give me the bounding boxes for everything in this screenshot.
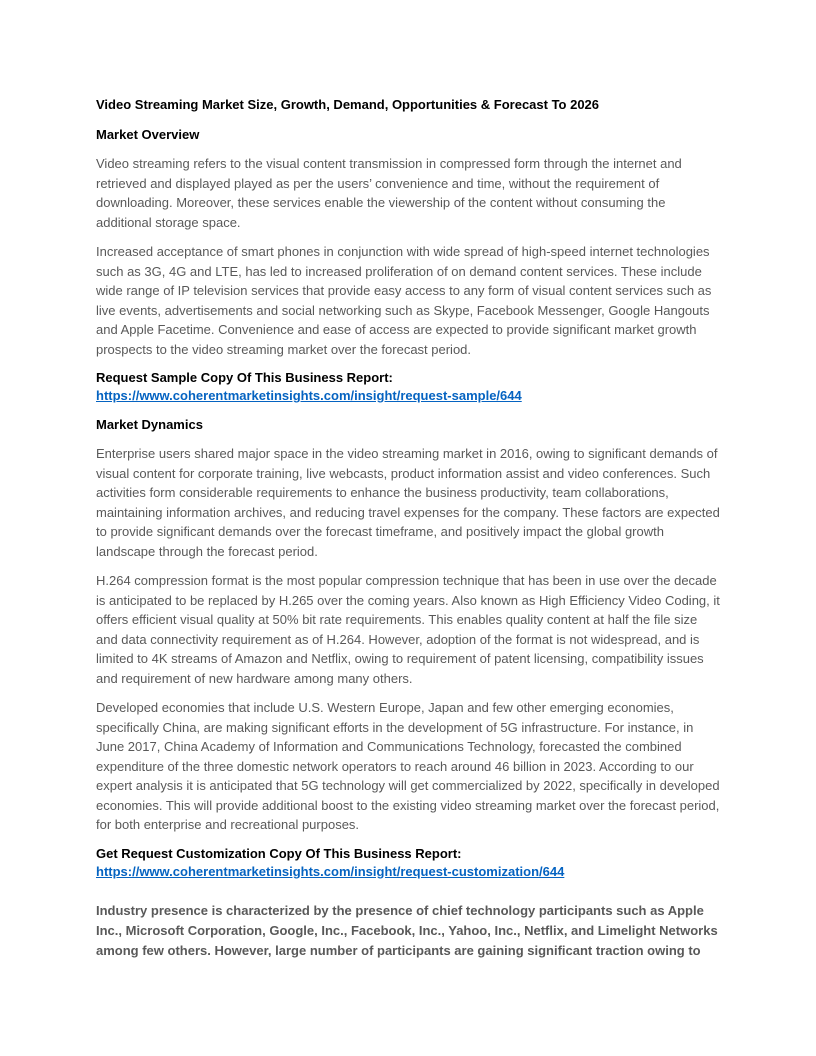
customization-request-link[interactable]: https://www.coherentmarketinsights.com/insight/request-customization/644 [96, 863, 565, 879]
dynamics-paragraph-2: H.264 compression format is the most popular compression technique that has been in use over the decade is anticipated to be replaced by H.265 over the coming years. Also known as High Efficiency Video Coding, it offers efficient visual quality at 50% bit rate requirements. This enables quality content at half the file size and data connectivity requirement as of H.264. However, adoption of the format is not widespread, and is limited to 4K streams of Amazon and Netflix, owing to requirement of patent licensing, compatibility issues and requirement of new hardware among many others. [96, 573, 720, 686]
market-dynamics-heading: Market Dynamics [96, 417, 203, 432]
customization-request-block [96, 845, 720, 881]
sample-request-link[interactable]: https://www.coherentmarketinsights.com/insight/request-sample/644 [96, 388, 522, 403]
overview-paragraph-1: Video streaming refers to the visual content transmission in compressed form through the internet and retrieved and displayed played as per the users’ convenience and time, without the requirement of downloading. Moreover, these services enable the viewership of the content without consuming the additional storage space. [96, 156, 682, 230]
customization-request-label: Get Request Customization Copy Of This Business Report: [96, 845, 462, 861]
sample-request-label: Request Sample Copy Of This Business Report: [96, 370, 393, 385]
dynamics-paragraph-3: Developed economies that include U.S. Western Europe, Japan and few other emerging economies, specifically China, are making significant efforts in the development of 5G infrastructure. For instance, in June 2017, China Academy of Information and Communications Technology, forecasted the combined expenditure of the three domestic network operators to reach around 46 billion in 2023. According to our expert analysis it is anticipated that 5G technology will get commercialized by 2022, specifically in developed economies. This will provide additional boost to the existing video streaming market over the forecast period, for both enterprise and recreational purposes. [96, 700, 720, 832]
market-overview-heading: Market Overview [96, 127, 200, 142]
document-title: Video Streaming Market Size, Growth, Demand, Opportunities & Forecast To 2026 [96, 97, 600, 112]
overview-paragraph-2: Increased acceptance of smart phones in conjunction with wide spread of high-speed internet technologies such as 3G, 4G and LTE, has led to increased proliferation of on demand content services. These include wide range of IP television services that provide easy access to any form of visual content services such as live events, advertisements and social networking such as Skype, Facebook Messenger, Google Hangouts and Apple Facetime. Convenience and ease of access are expected to provide significant market growth prospects to the video streaming market over the forecast period. [96, 244, 712, 357]
sample-request-block [96, 369, 720, 405]
dynamics-paragraph-1: Enterprise users shared major space in the video streaming market in 2016, owing to significant demands of visual content for corporate training, live webcasts, product information assist and video conferences. Such activities form considerable requirements to enhance the business productivity, team collaborations, maintaining information archives, and reducing travel expenses for the company. These factors are expected to provide significant demands over the forecast timeframe, and positively impact the global growth landscape through the forecast period. [96, 446, 720, 559]
document-page [96, 96, 720, 961]
industry-presence-paragraph: Industry presence is characterized by the presence of chief technology participants such as Apple Inc., Microsoft Corporation, Google, Inc., Facebook, Inc., Yahoo, Inc., Netflix, and Limelight Networks among few others. However, large number of participants are gaining significant traction owing to [96, 902, 718, 958]
